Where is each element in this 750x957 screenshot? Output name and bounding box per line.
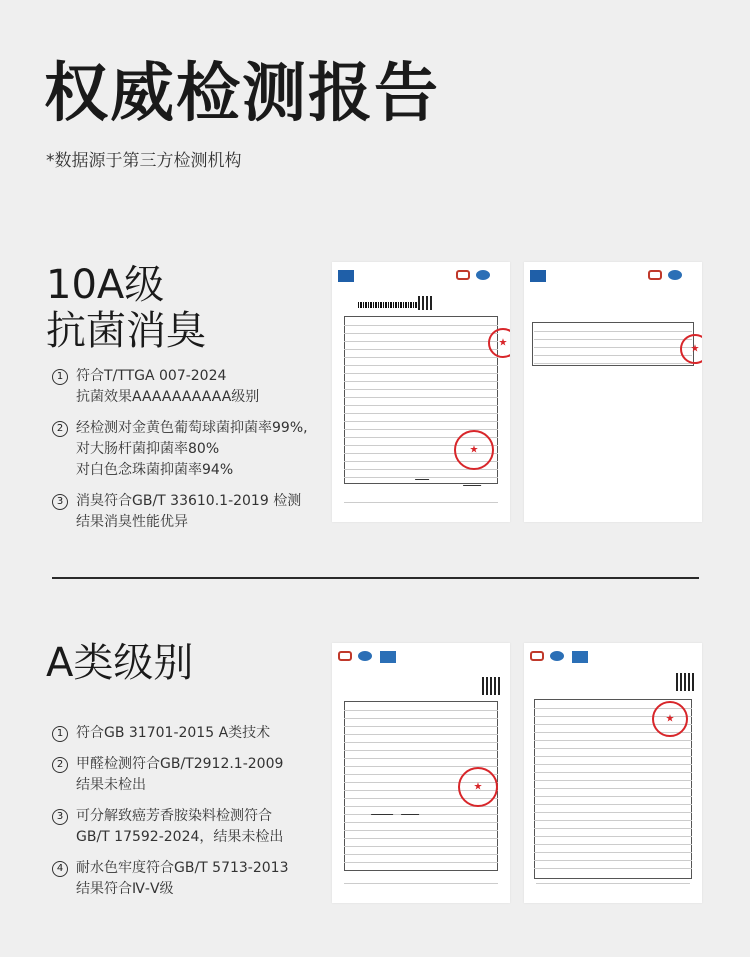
point-text: 经检测对金黄色葡萄球菌抑菌率99%, 对大肠杆菌抑菌率80% 对白色念珠菌抑菌率94% (76, 420, 308, 478)
section-heading-class-a (46, 640, 193, 686)
qr-code-icon (482, 677, 500, 695)
section-heading-line: A类级别 (46, 640, 194, 686)
number-badge: 2 (52, 421, 68, 437)
points-list-antibacterial (52, 366, 332, 543)
page-subtitle: *数据源于第三方检测机构 (46, 151, 242, 171)
cnas-logo-icon (668, 270, 682, 280)
point-text: 符合T/TTGA 007-2024 抗菌效果AAAAAAAAAA级别 (76, 368, 260, 405)
number-badge: 3 (52, 809, 68, 825)
qr-code-icon (418, 296, 432, 310)
cnas-logo-icon (476, 270, 490, 280)
official-stamp-icon (488, 328, 510, 358)
list-item (52, 418, 332, 481)
official-stamp-icon (680, 334, 702, 364)
test-report-image (332, 262, 510, 522)
point-text: 耐水色牢度符合GB/T 5713-2013 结果符合Ⅳ-Ⅴ级 (76, 860, 289, 897)
cma-logo-icon (456, 270, 470, 280)
test-report-image (524, 643, 702, 903)
official-stamp-icon (652, 701, 688, 737)
barcode-icon (358, 302, 418, 308)
number-badge: 2 (52, 757, 68, 773)
cnas-logo-icon (550, 651, 564, 661)
number-badge: 1 (52, 726, 68, 742)
point-text: 符合GB 31701-2015 A类技术 (76, 725, 271, 741)
section-divider (52, 577, 699, 579)
number-badge: 1 (52, 369, 68, 385)
list-item (52, 723, 332, 744)
qr-code-icon (676, 673, 694, 691)
point-text: 消臭符合GB/T 33610.1-2019 检测 结果消臭性能优异 (76, 493, 302, 530)
list-item (52, 858, 332, 900)
lab-logo-icon (338, 270, 354, 282)
point-text: 可分解致癌芳香胺染料检测符合 GB/T 17592-2024，结果未检出 (76, 808, 284, 845)
list-item (52, 754, 332, 796)
cma-logo-icon (530, 651, 544, 661)
official-stamp-icon (458, 767, 498, 807)
lab-logo-icon (572, 651, 588, 663)
number-badge: 3 (52, 494, 68, 510)
test-report-image (524, 262, 702, 522)
section-heading-line: 抗菌消臭 (46, 308, 206, 354)
test-report-image (332, 643, 510, 903)
list-item (52, 806, 332, 848)
number-badge: 4 (52, 861, 68, 877)
section-heading-antibacterial (46, 262, 206, 354)
point-text: 甲醛检测符合GB/T2912.1-2009 结果未检出 (76, 756, 284, 793)
list-item (52, 491, 332, 533)
list-item (52, 366, 332, 408)
lab-logo-icon (380, 651, 396, 663)
lab-logo-icon (530, 270, 546, 282)
official-stamp-icon (454, 430, 494, 470)
points-list-class-a (52, 723, 332, 910)
section-heading-line: 10A级 (46, 262, 165, 308)
signature-icon (463, 480, 483, 486)
signature-icon (401, 809, 421, 815)
cma-logo-icon (338, 651, 352, 661)
cma-logo-icon (648, 270, 662, 280)
page-title: 权威检测报告 (44, 57, 440, 131)
cnas-logo-icon (358, 651, 372, 661)
signature-icon (415, 474, 431, 480)
signature-icon (371, 809, 395, 815)
